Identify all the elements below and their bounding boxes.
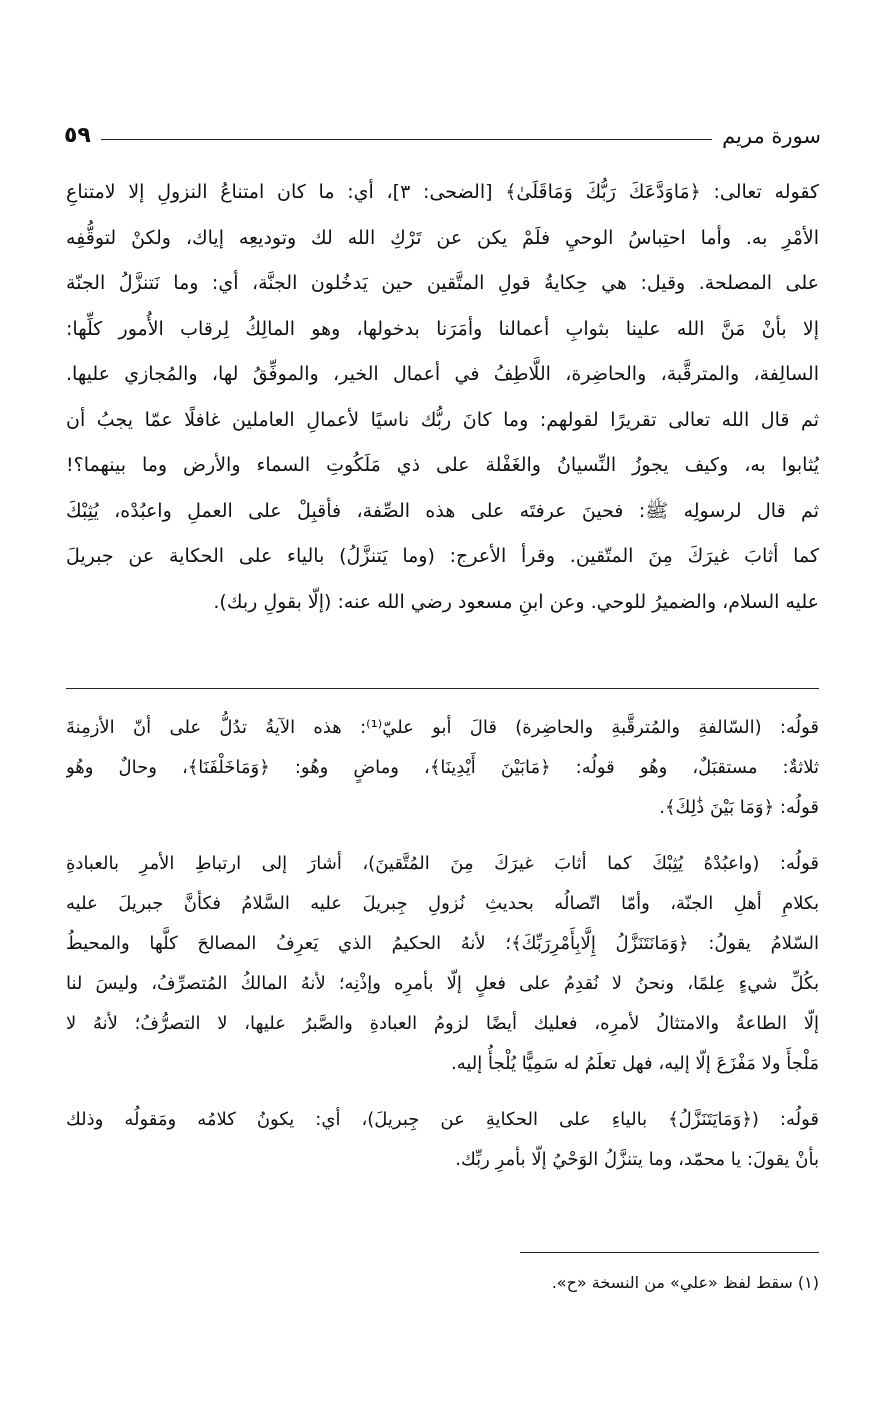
page-number: ٥٩: [64, 123, 91, 148]
commentary-line: إلّا الطاعةُ والامتثالُ لأمرِه، فعليك أيضًا لزومُ العبادةِ والصَّبرُ عليها، لا التصرُّفُ؛ لأنهُ لا: [66, 1013, 819, 1034]
footnotes: [66, 1266, 819, 1300]
commentary-line: بكلامِ أهلِ الجنّة، وأمّا اتّصالُه بحديثِ نُزولِ جِبريلَ عليه السَّلامُ فكأنَّ جبريلَ عليه: [66, 893, 819, 914]
commentary-line: قولُه: (السّالفةِ والمُترقَّبةِ والحاضِرة) قالَ أبو عليّ⁽¹⁾: هذه الآيةُ تدُلُّ على أنّ الأزمِنةَ: [66, 717, 819, 738]
main-text-line: ثم قال الله تعالى تقريرًا لقولهم: وما كانَ ربُّك ناسيًا لأعمالِ العاملين غافلًا عمّا يجبُ أن: [66, 408, 819, 431]
page-header: [64, 106, 821, 148]
main-text-line: على المصلحة. وقيل: هي حِكايةُ قولِ المتَّقين حين يَدخُلون الجنَّة، أي: وما نَتنزَّلُ الجنّة: [66, 272, 819, 294]
commentary: [66, 708, 819, 1180]
commentary-paragraph: [66, 708, 819, 828]
main-text-line: كما أثابَ غيرَكَ مِنَ المتّقين. وقرأ الأعرج: (وما يَتنزَّلُ) بالياء على الحكاية عن جبريلَ: [66, 545, 819, 567]
main-text-line: كقوله تعالى: ﴿مَاوَدَّعَكَ رَبُّكَ وَمَاقَلَىٰ﴾ [الضحى: ٣]، أي: ما كان امتناعُ النزولِ إلا لامتناعِ: [66, 181, 819, 203]
section-divider: [66, 688, 819, 689]
commentary-line: بأنْ يقولَ: يا محمّد، وما يتنزَّلُ الوَحْيُ إلّا بأمرِ ربِّك.: [455, 1149, 819, 1170]
commentary-paragraph: [66, 1100, 819, 1180]
main-text-line: السالِفة، والمترقَّبة، والحاضِرة، اللَّاطِفُ في أعمال الخير، والموفِّقُ لها، والمُجازي عليها.: [66, 363, 819, 385]
header-rule: [101, 139, 712, 140]
commentary-paragraph: [66, 844, 819, 1084]
commentary-line: بكُلِّ شيءٍ عِلمًا، ونحنُ لا نُقدِمُ على فعلٍ إلّا بأمرِه وإذْنِه؛ لأنهُ المالكُ المُتصرِّفُ، وليسَ لنا: [66, 973, 819, 994]
main-text-line: ثم قال لرسولِه ﷺ: فحينَ عرفتَه على هذه الصِّفة، فأقبِلْ على العملِ واعبُدْه، يُثِبْكَ: [66, 499, 819, 522]
commentary-line: قولُه: (واعبُدْهُ يُثِبْكَ كما أثابَ غيرَكَ مِنَ المُتَّقينَ)، أشارَ إلى ارتباطِ الأمرِ بالعبادةِ: [66, 853, 819, 874]
main-text-line: إلا بأنْ مَنَّ الله علينا بثوابِ أعمالنا وأمَرَنا بدخولها، وهو المالِكُ لِرقاب الأُمور كلِّها:: [66, 317, 819, 340]
commentary-line: السّلامُ يقولُ: ﴿وَمَانَتَنَزَّلُ إِلَّابِأَمْرِرَبِّكَ﴾؛ لأنهُ الحكيمُ الذي يَعرِفُ المصالحَ كلَّها والمحيطُ: [66, 933, 819, 954]
running-title: سورة مريم: [722, 124, 821, 148]
main-text-line: الأمْرِ به. وأما احتِباسُ الوحيِ فلَمْ يكن عن تَرْكِ الله لك وتوديعِه إياك، ولكنْ لتوقُّفِه: [66, 226, 819, 249]
main-text-line: يُثابوا به، وكيف يجوزُ النِّسيانُ والغَفْلة على ذي مَلَكُوتِ السماء والأرض وما بينهما؟!: [66, 454, 819, 476]
main-text: [66, 170, 819, 625]
footnote: (١) سقط لفظ «علي» من النسخة «ح».: [551, 1273, 819, 1292]
commentary-line: قولُه: ﴿وَمَا بَيْنَ ذَٰلِكَ﴾.: [659, 797, 819, 818]
commentary-line: قولُه: (﴿وَمَايَتَنَزَّلُ﴾ بالياءِ على الحكايةِ عن جِبريلَ)، أي: يكونُ كلامُه ومَقولُه وذلك: [66, 1109, 819, 1130]
main-text-line: عليه السلام، والضميرُ للوحي. وعن ابنِ مسعود رضي الله عنه: (إلّا بقولِ ربك).: [213, 590, 819, 613]
footnote-separator: [520, 1252, 819, 1253]
commentary-line: ثلاثةٌ: مستقبَلٌ، وهُو قولُه: ﴿مَابَيْنَ أَيْدِينَا﴾، وماضٍ وهُو: ﴿وَمَاخَلْفَنَا﴾، وحالٌ وهُو: [66, 757, 819, 778]
commentary-line: مَلْجأَ ولا مَفْزَعَ إلّا إليه، فهل تعلَمُ له سَمِيًّا يُلْجأُ إليه.: [450, 1053, 819, 1074]
